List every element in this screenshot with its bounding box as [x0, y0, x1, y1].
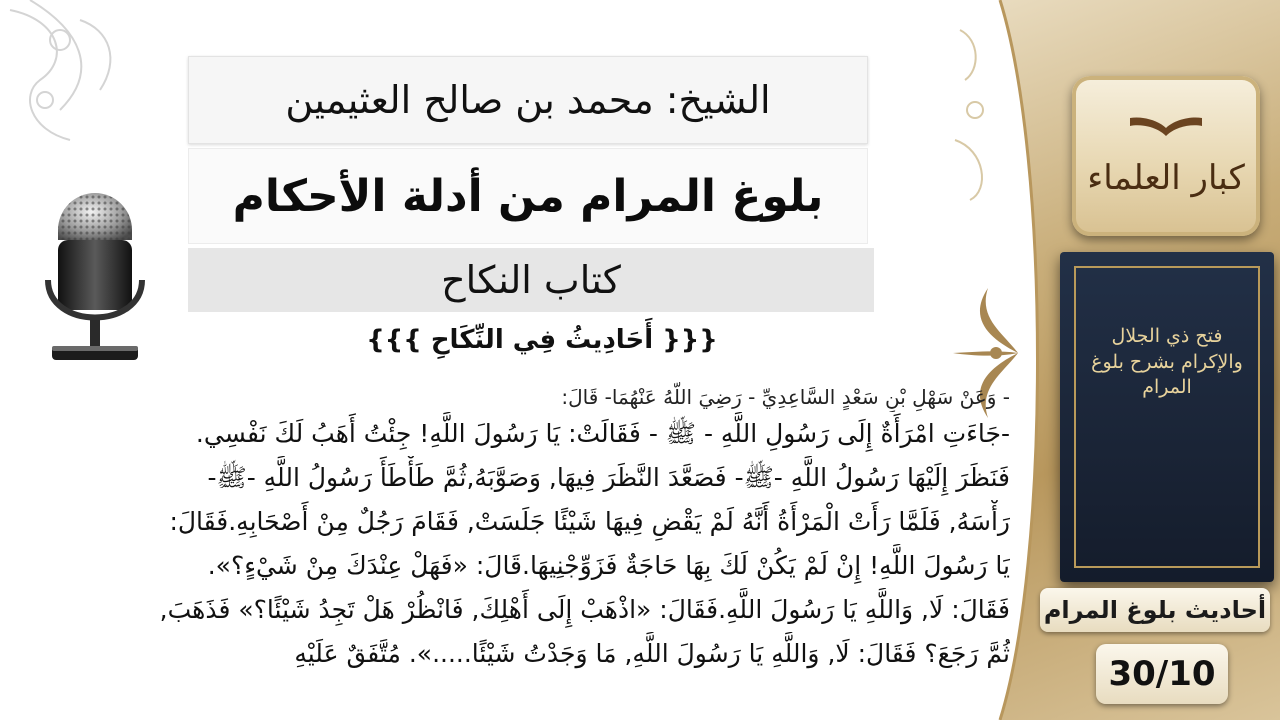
channel-logo: [1072, 76, 1260, 236]
book-cover: [1060, 252, 1274, 582]
hadith-line: ثُمَّ رَجَعَ؟ فَقَالَ: لَا, وَاللَّهِ يَا رَسُولَ اللَّهِ, مَا وَجَدْتُ شَيْئًا.....». مُتَّفَقٌ عَلَيْهِ: [294, 639, 1010, 668]
hadith-line: فَقَالَ: لَا, وَاللَّهِ يَا رَسُولَ اللَّهِ.فَقَالَ: «اذْهَبْ إِلَى أَهْلِكَ, فَانْظُرْ هَلْ تَجِدُ شَيْئًا؟» فَذَهَبَ,: [159, 595, 1010, 624]
logo-text: كبار العلماء: [1087, 158, 1245, 198]
section-subtitle: {{{ أَحَادِيثُ فِي النِّكَاحِ }}}: [366, 325, 718, 355]
hadith-line: فَنَظَرَ إِلَيْهَا رَسُولُ اللَّهِ -ﷺ- فَصَعَّدَ النَّظَرَ فِيهَا, وَصَوَّبَهُ,ثُمَّ طَأْطَأَ رَسُولُ اللَّهِ -ﷺ-: [207, 463, 1010, 492]
sheikh-name: الشيخ: محمد بن صالح العثيمين: [188, 56, 868, 144]
hadith-text: [140, 382, 1010, 676]
book-title: بلوغ المرام من أدلة الأحكام: [188, 148, 868, 244]
hadith-line: -جَاءَتِ امْرَأَةٌ إِلَى رَسُولِ اللَّهِ - ﷺ - فَقَالَتْ: يَا رَسُولَ اللَّهِ! جِئْتُ أَهَبُ لَكَ نَفْسِي.: [195, 419, 1010, 448]
book-cover-frame: [1074, 266, 1260, 568]
hadith-line: رَأْسَهُ, فَلَمَّا رَأَتْ الْمَرْأَةُ أَنَّهُ لَمْ يَقْضِ فِيهَا شَيْئًا جَلَسَتْ, فَقَامَ رَجُلٌ مِنْ أَصْحَابِهِ.فَقَالَ:: [169, 507, 1010, 536]
series-label: أحاديث بلوغ المرام: [1040, 588, 1270, 632]
floral-ornament-top-left: [0, 0, 150, 170]
hadith-counter: 30/10: [1096, 644, 1228, 704]
book-cover-title: فتح ذي الجلال والإكرام بشرح بلوغ المرام: [1091, 325, 1243, 399]
hadith-intro: - وَعَنْ سَهْلِ بْنِ سَعْدٍ السَّاعِدِيِّ - رَضِيَ اللَّهُ عَنْهُمَا- قَالَ:: [561, 385, 1010, 409]
hadith-line: يَا رَسُولَ اللَّهِ! إِنْ لَمْ يَكُنْ لَكَ بِهَا حَاجَةٌ فَزَوِّجْنِيهَا.قَالَ: «فَهَلْ عِنْدَكَ مِنْ شَيْءٍ؟».: [207, 551, 1010, 580]
open-book-icon: [1126, 114, 1206, 140]
chapter-title: كتاب النكاح: [188, 248, 874, 312]
microphone-icon: [30, 170, 160, 370]
